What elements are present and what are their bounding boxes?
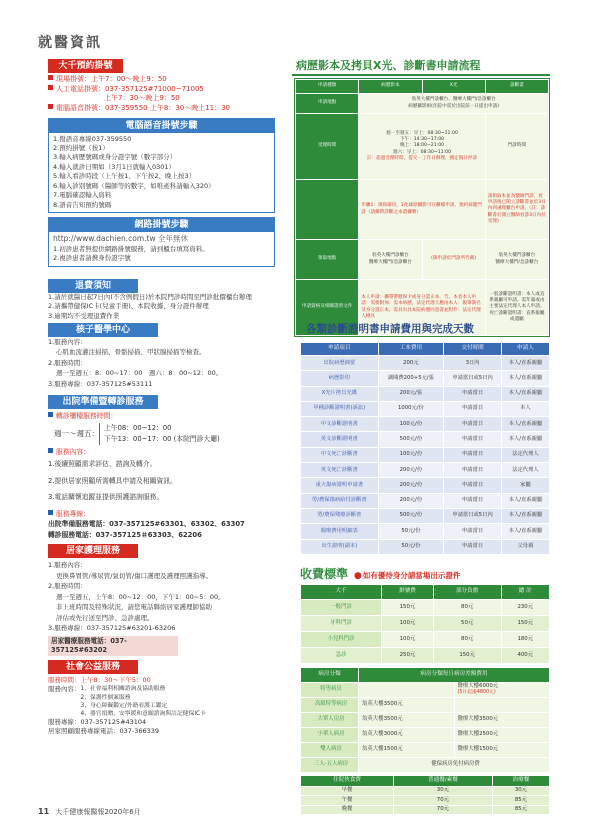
discharge-weekdays: 週一～週五： <box>54 429 99 439</box>
charges-cell: 250元 <box>382 648 434 664</box>
nuclear-line: 2.服務時間： <box>48 358 87 367</box>
flow-title-rule <box>292 74 550 76</box>
fees-row <box>301 401 550 416</box>
fees-cell: 甲種診斷證明書(訴訟) <box>301 401 379 416</box>
ward-header: 病房分類每日病房差額費用 <box>359 668 550 683</box>
flow-time: 下午：14:30~17:00 <box>399 137 445 143</box>
charges-header: 部分負擔 <box>433 585 501 600</box>
homecare-line: 週一至週五，上午8：00~12：00，下午1：00~5：00。 <box>56 592 225 601</box>
charges-header: 掛號費 <box>382 585 434 600</box>
fees-cell: 申請當日或5日內 <box>444 371 502 386</box>
homecare-line: 更換鼻胃管/導尿管/氣切管/傷口護理及護理照護指導。 <box>56 571 213 580</box>
fees-cell: 500元/份 <box>378 508 444 523</box>
charges-row <box>301 648 550 664</box>
charges-cell: 150元 <box>433 648 501 664</box>
charges-cell: 一般門診 <box>301 600 382 616</box>
fees-cell: 50元/份 <box>378 539 444 554</box>
discharge-sub: 服務內容： <box>56 447 90 456</box>
fees-row <box>301 417 550 432</box>
fees-cell: 100元/份 <box>378 447 444 462</box>
flow-row-label: 領取地點 <box>296 240 359 280</box>
fees-row <box>301 539 550 554</box>
charges-table <box>300 584 550 664</box>
meals-cell: 早餐 <box>301 787 394 796</box>
social-item: 3、身心障礙鑑定/外籍看護工鑑定 <box>80 702 168 709</box>
fees-cell: 父母親 <box>501 539 549 554</box>
fees-cell: 法定代理人 <box>501 463 549 478</box>
fees-cell: 申請當日 <box>444 539 502 554</box>
flow-pickup-note: (限申請於門診所代碼) <box>431 256 477 262</box>
fees-cell: 200元/份 <box>378 478 444 493</box>
fees-cell: 本人/直系親屬 <box>501 417 549 432</box>
fees-cell: 醫療費用明細表 <box>301 524 379 539</box>
fees-cell: 申請當日 <box>444 432 502 447</box>
charges-cell: 80元 <box>433 632 501 648</box>
meals-cell: 30元 <box>393 787 492 796</box>
ward-special-note: (5月起漲4800元) <box>457 690 496 696</box>
ward-cell <box>454 698 550 713</box>
discharge-item: 2.提供居家照顧所需轉具申請及相關資訊。 <box>48 476 177 485</box>
fees-cell: 本人/直系親屬 <box>501 356 549 371</box>
fees-cell: 重大傷病證明申請書 <box>301 478 379 493</box>
flow-row-label <box>296 180 359 240</box>
flow-col-header: X光 <box>422 80 485 94</box>
flow-time-right: 門診時間 <box>485 114 548 180</box>
web-header: 網路掛號步驟 <box>49 218 274 232</box>
flow-table <box>294 78 550 337</box>
fees-header: 交付時間 <box>444 343 502 356</box>
ward-cell: 翁英大樓3500元 <box>359 713 455 728</box>
charges-cell: 小兒科門診 <box>301 632 382 648</box>
flow-time: 晚上：18:00~21:00 <box>399 143 445 149</box>
nuclear-line: 3.服務專線：037-357125#53111 <box>48 379 153 388</box>
fees-row <box>301 478 550 493</box>
flow-pickup: 翁英大樓門診櫃台 <box>371 253 409 259</box>
fees-cell: 申請當日 <box>444 386 502 401</box>
meals-cell: 午餐 <box>301 796 394 805</box>
ward-row <box>301 758 550 773</box>
meals-header: 治療餐 <box>492 776 549 787</box>
fees-cell: 申請當日或5日內 <box>444 508 502 523</box>
voice-step: 4.輸入就診日期如（3月1日就輸入0301） <box>53 162 176 171</box>
fees-cell: 英文死亡診斷書 <box>301 463 379 478</box>
voice-step: 6.輸入診別號碼（醫師等的數字，如唯產科請輸入320） <box>53 181 215 190</box>
homecare-line: 3.服務專線：037-357125#63201-63206 <box>48 624 176 633</box>
charges-cell: 400元 <box>501 648 549 664</box>
charges-note: 如有優待身分請當場出示證件 <box>362 571 461 580</box>
flow-row-label: 申請種類 <box>296 80 359 94</box>
ward-header: 病房分類 <box>301 668 359 683</box>
page-number: 11 <box>38 807 50 816</box>
social-item: 2、保護性個案服務 <box>80 694 131 701</box>
ward-row <box>301 728 550 743</box>
fees-title: 各類診斷證明書申請費用與完成天數 <box>306 323 474 335</box>
ward-table <box>300 667 550 773</box>
ward-row <box>301 698 550 713</box>
ward-row <box>301 683 550 698</box>
fees-header: 工本費用 <box>378 343 444 356</box>
voice-step: 1.撥語音專線037-359550 <box>53 134 132 143</box>
web-step: 1.初診患者無提供網路掛號服務，請到櫃台填寫資料。 <box>53 244 209 253</box>
appointment-line: 上午7：30～晚上9：50 <box>104 94 180 103</box>
discharge-sub: 轉診櫃檯服務時間： <box>56 411 118 420</box>
left-column <box>48 59 280 737</box>
charges-row <box>301 632 550 648</box>
meals-cell: 85元 <box>492 805 549 814</box>
fees-row <box>301 371 550 386</box>
fees-cell: 英文診斷證明書 <box>301 432 379 447</box>
fees-cell: 出院病歷摘要 <box>301 356 379 371</box>
flow-time: 週一至週五：早上：08:30~11:00 <box>386 131 458 137</box>
meals-cell: 70元 <box>393 805 492 814</box>
social-item: 4、器官捐贈、安寧緩和意願諮詢與註記健保IC卡 <box>80 710 206 717</box>
charges-title-row: 收費標準 ● 如有優待身分請當場出示證件 <box>300 567 461 581</box>
flow-time: 週六：早上：08:30~11:00 <box>393 149 451 155</box>
voice-header: 電腦語音掛號步驟 <box>49 119 274 133</box>
fees-cell: 200元 <box>378 356 444 371</box>
fees-cell: 申請當日 <box>444 463 502 478</box>
flow-pickup: 翁英大樓門診櫃台 <box>498 253 536 259</box>
discharge-sub: 服務專線： <box>56 509 90 518</box>
fees-cell: 申請當日 <box>444 478 502 493</box>
refund-line: 2.請攜帶健保IC卡(兒童手冊)、本院收據、身分證件辦理 <box>48 302 209 311</box>
charges-cell: 50元 <box>433 616 501 632</box>
ward-cell: 高級特等病房 <box>301 698 359 713</box>
nuclear-line: 週一至週五：8：00~17：00 週六：8：00~12：00。 <box>56 369 223 378</box>
fees-cell: 出生證明(副本) <box>301 539 379 554</box>
discharge-time: 下午13：00~17：00 (本院門診大廳) <box>104 435 220 443</box>
homecare-header: 居家護理服務 <box>48 544 138 558</box>
fees-row <box>301 447 550 462</box>
flow-location: 病歷攝影組(住院中需於出院前一日提出申請) <box>408 103 500 109</box>
refund-line: 3.逾期均不受理退費作業 <box>48 311 120 320</box>
charges-cell: 牙科門診 <box>301 616 382 632</box>
fees-table <box>300 342 550 555</box>
ward-cell: 雙人病房 <box>301 743 359 758</box>
meals-header: 普通餐/素餐 <box>393 776 492 787</box>
appointment-line: 現場掛號：上午7：00～晚上9：50 <box>56 75 167 83</box>
footer-text: 大千健康報醫報2020年6月 <box>55 808 141 816</box>
fees-cell: 申請當日 <box>444 493 502 508</box>
meals-cell: 70元 <box>393 796 492 805</box>
fees-cell: 本人/直系親屬 <box>501 432 549 447</box>
fees-cell: 本人 <box>501 401 549 416</box>
homecare-line: 評估或先行送至門診、急診處理。 <box>56 613 154 622</box>
meals-cell: 30元 <box>492 787 549 796</box>
voice-step: 2.預約掛號（按1） <box>53 144 109 153</box>
appointment-line: 人工電話掛號：037-357125#71000~71005 <box>56 84 204 93</box>
refund-header: 退費須知 <box>48 279 138 293</box>
flow-row-label: 受理時間 <box>296 114 359 180</box>
ward-row <box>301 713 550 728</box>
fees-cell: 病歷影印 <box>301 371 379 386</box>
ward-cell: 醫療大樓3500元 <box>454 713 550 728</box>
flow-req-right: 一般診斷證明書：本人或直系親屬可申請。需年滿或由主要法定代理人本人申請。死亡診斷證明書：直系親屬或遺屬 <box>485 280 548 336</box>
fees-cell: 申請當日 <box>444 401 502 416</box>
fees-row <box>301 356 550 371</box>
fees-cell: 本人/直系親屬 <box>501 493 549 508</box>
ward-cell <box>454 683 550 698</box>
fees-header: 申請項目 <box>301 343 379 356</box>
fees-cell: 申請當日 <box>444 524 502 539</box>
voice-step: 3.輸入病歷號碼或身分證字號（數字部分） <box>53 153 177 162</box>
fees-cell: 申請當日 <box>444 447 502 462</box>
fees-cell: 申請當日 <box>444 417 502 432</box>
fees-cell: 本人/直系親屬 <box>501 386 549 401</box>
page-title: 就醫資訊 <box>38 35 102 51</box>
ward-row <box>301 743 550 758</box>
ward-cell: 健保病房免付病房費 <box>359 758 550 773</box>
fees-cell: 勞/農保傷病給付診斷書 <box>301 493 379 508</box>
flow-row-label: 申請地點 <box>296 94 359 114</box>
fees-row <box>301 524 550 539</box>
meals-header: 住院伙食費 <box>301 776 394 787</box>
fees-row <box>301 508 550 523</box>
ward-cell: 醫療大樓2500元 <box>454 728 550 743</box>
fees-row <box>301 493 550 508</box>
charges-cell: 急診 <box>301 648 382 664</box>
homecare-line: 非上班時間及特殊狀況，請您電話聯絡居家護理師協助 <box>56 603 212 612</box>
meals-row <box>301 787 550 796</box>
fees-cell: 50元/份 <box>378 524 444 539</box>
fees-cell: 100元/份 <box>378 417 444 432</box>
fees-row <box>301 432 550 447</box>
charges-cell: 180元 <box>501 632 549 648</box>
flow-pickup: 醫療大樓門/急診櫃台 <box>495 259 539 265</box>
flow-notice: 註：超過受理時間，提交一工作日辦理，國定假日停診 <box>366 155 478 161</box>
voice-step: 8.語音告知預約號碼 <box>53 200 112 209</box>
flow-col-header: 診斷書 <box>485 80 548 94</box>
fees-cell: 調閱費200+5元/張 <box>378 371 444 386</box>
homecare-line: 1.服務內容： <box>48 561 87 570</box>
discharge-phone: 出院準備服務電話：037-357125#63301、63302、63307 <box>48 520 245 529</box>
voice-steps-box <box>48 118 275 213</box>
charges-cell: 80元 <box>433 600 501 616</box>
discharge-item: 1.後續照顧需求評估、諮詢及轉介。 <box>48 460 157 469</box>
flow-pickup: 醫療大樓門/急診櫃台 <box>368 259 412 265</box>
fees-cell: 勞/農保殘廢診斷書 <box>301 508 379 523</box>
ward-special-price: 醫療大樓6000元 <box>457 683 499 690</box>
web-step: 2.複診患者請携身份證字號 <box>53 254 131 263</box>
fees-cell: 家屬 <box>501 478 549 493</box>
charges-cell: 100元 <box>382 632 434 648</box>
social-phone: 服務專線：037-357125#43104 <box>48 717 147 726</box>
charges-row <box>301 616 550 632</box>
fees-cell: 本人/直系親屬 <box>501 524 549 539</box>
nuclear-line: 1.服務內容： <box>48 337 87 346</box>
voice-step: 7.電腦確認輸入資料 <box>53 191 112 200</box>
flow-req-left: 本人申請：攜帶帶健保卡或身分證正本、告。本者本人申請：需要附加：需本病歷，法定代理人應由本人：親筆簽名及身分證正本。需具有具本院病歷同意書並附件：法定代理人檢具 <box>359 280 486 336</box>
meals-row <box>301 805 550 814</box>
ward-cell: 醫療大樓1500元 <box>454 743 550 758</box>
web-steps-box <box>48 217 275 267</box>
flow-col-header: 病歷影本 <box>359 80 422 94</box>
fees-cell: 3日內 <box>444 356 502 371</box>
fees-cell: 中文診斷證明書 <box>301 417 379 432</box>
appointment-line: 電腦語音掛號：037-359550 上午8：30～晚上11：30 <box>56 103 231 112</box>
nuclear-header: 核子醫學中心 <box>48 323 158 337</box>
charges-row <box>301 600 550 616</box>
ward-cell <box>359 683 455 698</box>
charges-cell: 230元 <box>501 600 549 616</box>
social-header: 社會公益服務 <box>48 660 138 674</box>
meals-row <box>301 796 550 805</box>
discharge-time: 上午08：00~12：00 <box>104 424 172 433</box>
refund-line: 1.請於就醫日起7日內(不含例假日)於本院門診時間至門診批價櫃台辦理 <box>48 292 252 301</box>
appointment-header: 大千預約掛號 <box>48 59 123 73</box>
charges-cell: 150元 <box>501 616 549 632</box>
fees-row <box>301 463 550 478</box>
homecare-medical-phone: 居家醫療服務電話：037-357125#63202 <box>48 636 178 656</box>
ward-cell: 翁英大樓3000元 <box>359 728 455 743</box>
ward-cell: 翁英大樓3500元 <box>359 698 455 713</box>
fees-cell: 本人/直系親屬 <box>501 508 549 523</box>
charges-cell: 150元 <box>382 600 434 616</box>
fees-cell: 200元/張 <box>378 386 444 401</box>
meals-cell: 85元 <box>492 796 549 805</box>
social-item: 1、社會福利相關諮詢及協助服務 <box>80 686 166 693</box>
ward-cell: 翁英大樓1500元 <box>359 743 455 758</box>
fees-cell: 200元/份 <box>378 493 444 508</box>
fees-cell: 本人/直系親屬 <box>501 371 549 386</box>
meals-cell: 晚餐 <box>301 805 394 814</box>
fees-row <box>301 386 550 401</box>
fees-cell: 中文死亡診斷書 <box>301 447 379 462</box>
meals-table <box>300 775 550 815</box>
social-time: 服務時間：上午8：30～下午5：00 <box>48 676 151 685</box>
discharge-phone: 轉診服務電話：037-357125＃63303、62206 <box>48 530 202 539</box>
flow-row-label: 申請資格及相關證明文件 <box>296 280 359 336</box>
homecare-line: 2.服務時間： <box>48 582 87 591</box>
social-content-label: 服務內容： <box>48 685 81 694</box>
charges-title: 收費標準 <box>300 567 349 581</box>
fees-cell: X光片拷貝光碟 <box>301 386 379 401</box>
ward-cell: 特等病房 <box>301 683 359 698</box>
web-url[interactable]: http://www.dachien.com.tw 全年無休 <box>53 234 189 243</box>
fees-cell: 1000元/份 <box>378 401 444 416</box>
flow-location: 翁英大樓門診櫃台、醫療大樓門/急診櫃台 <box>411 97 496 103</box>
charges-cell: 100元 <box>382 616 434 632</box>
discharge-header: 出院準備暨轉診服務 <box>48 395 158 409</box>
page-footer <box>38 806 141 818</box>
flow-step-right: 請領取本並為醫師門診，看申請後已開立診斷書並於3日內到處理櫃台申請，（註：診斷書於開立醫師看診3日內於受理) <box>485 180 548 240</box>
ward-cell: 小單人病房 <box>301 728 359 743</box>
discharge-item: 3.電話關懷追蹤並提供照護諮詢服務。 <box>48 493 164 502</box>
fees-cell: 200元/份 <box>378 463 444 478</box>
ward-cell: 三人-五人病房 <box>301 758 359 773</box>
charges-header: 總 計 <box>501 585 549 600</box>
social-phone: 居家照顧服務專線電話：037-366339 <box>48 727 160 736</box>
nuclear-line: 心肌血流灌注掃描、骨骼掃描、甲狀腺掃描等檢查。 <box>56 348 206 357</box>
flow-step-left: 步驟1：填寫確切，1化球原攝影可在櫃檯申請，預約採健門診（請攜帶診斷之本證據號） <box>359 180 486 240</box>
voice-step: 5.輸入看診時段（上午按1、下午按2、晚上按3） <box>53 172 196 181</box>
ward-cell: 大單人房房 <box>301 713 359 728</box>
flow-title: 病歷影本及拷貝X光、診斷書申請流程 <box>296 59 481 72</box>
charges-header: 大千 <box>301 585 382 600</box>
fees-cell: 500元/份 <box>378 432 444 447</box>
fees-cell: 法定代理人 <box>501 447 549 462</box>
fees-header: 申請人 <box>501 343 549 356</box>
